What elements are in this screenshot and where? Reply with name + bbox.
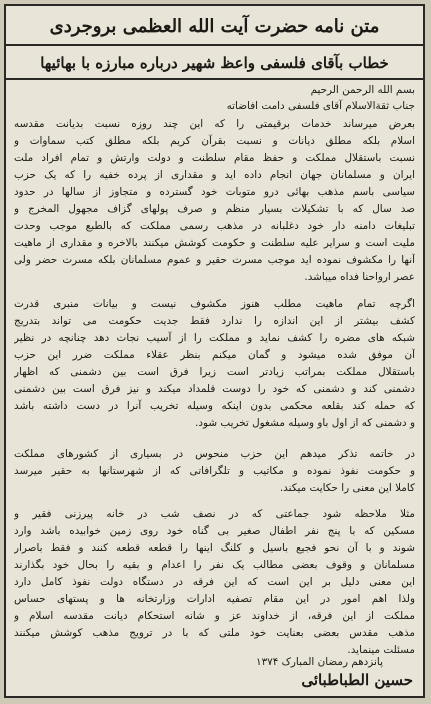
body-line: کاملا این معنی را حکایت میکند. [279, 482, 415, 494]
body-line: کشف بیشتر از این اندازه را ندارد فقط جدیت حکومت می تواند بتدریج [14, 315, 415, 327]
body-line: نسبت باستقلال مملکت و حفظ مقام سلطنت و دولت وارتش و تمام افراد ملت [14, 152, 415, 164]
body-line: مسئلت مینماید. [347, 644, 415, 656]
body-line: مسلمانان و وقوف بعضی مطالب یک نفر را اعدام و بقیه را بحال خود بگذارند [14, 559, 415, 571]
body-line: آنها را مکشوف نموده اید موجب مسرت حقیر و عموم مسلمانان بلکه مسرت حضر ولی [14, 254, 415, 266]
body-line: شبکه های مضره را کشف نماید و مملکت را از آسیب نجات دهد چنانچه در نظیر [14, 332, 415, 344]
letter-clipping [4, 4, 425, 698]
body-line: و دشمنی که از اول باو وسیله مشغول تخریب شود. [195, 417, 415, 429]
body-line: اگرچه تمام ماهیت مطلب هنوز مکشوف نیست و بیانات منبری قدرت [14, 298, 415, 310]
body-line: ایران و مسلمانان جهان انجام داده اید و مقداری از پرده خفیه را که یک حزب [14, 169, 415, 181]
basmala-line: بسم الله الرحمن الرحیم [310, 84, 415, 96]
body-line: دشمنی کند و دشمنی که خود را دوست قلمداد میکند و نیز فرق است بین دشمنی [14, 383, 415, 395]
body-line: مسکین که با پنج نفر اطفال صغیر بی گناه خود روی زمین خوابیده باشد وارد [14, 525, 415, 537]
body-line: مذهب مقدس بعضی بعنایت خود ملتی که با در ترویج مذهب کوشش میکنند [14, 627, 415, 639]
body-line: و حکومت نفوذ نموده و مکاتیب و تلگرافاتی که از شهرستانها به حقیر میرسد [14, 465, 415, 477]
body-line: ملیت است و سرایر علیه سلطنت و حکومت کوشش میکنند بالاخره و مقداری از ماهیت [14, 237, 415, 249]
body-line: مثلا ملاحظه شود جماعتی که در نصف شب در خانه پیرزنی فقیر و [14, 508, 415, 520]
signature: حسین الطباطبائی [301, 671, 413, 689]
body-line: صد سال که با تشکیلات بسیار منظم و صرف پولهای گزاف مجهول المخرج و [14, 203, 415, 215]
body-line: در خاتمه تذکر میدهم این حزب منحوس در بسیاری از کشورهای مملکت [14, 448, 415, 460]
body-line: تبلیغات دامنه دار خود دغلبانه در مذهب رسمی مملکت که بالطبع موجب وحدت [14, 220, 415, 232]
body-line: آن موفق شده میشود و گمان میکنم بنظر عقلاء مملکت ضرر این حزب [14, 349, 415, 361]
body-line: این معنی دلیل بر این است که این فرقه در دستگاه دولت نفوذ کامل دارد [14, 576, 415, 588]
letter-subtitle: خطاب بآقای فلسفی واعظ شهیر درباره مبارزه با بهائیها [40, 54, 389, 72]
letter-title: متن نامه حضرت آیت الله العظمی بروجردی [49, 16, 380, 37]
date-line: پانزدهم رمضان المبارک ۱۳۷۴ [255, 656, 383, 668]
body-line: سیاسی باسم مذهب بهائی درو متوبات خود گسترده و متجاوز از سالها در حدود [14, 186, 415, 198]
salutation-line: جناب ثقةالاسلام آقای فلسفی دامت افاضاته [226, 100, 415, 112]
body-line: که حمله کند بقلعه محکمی بدون اینکه وسیله تخریب آنرا در دست داشته باشد [14, 400, 415, 412]
body-line: باستقلال مملکت بمراتب زیادتر است زیرا فرق است بین دشمنی که اظهار [14, 366, 415, 378]
body-line: اسلام بلکه مطلق دیانات و نسبت بقرآن کریم بلکه مطلق کتب سماوات و [14, 135, 415, 147]
body-line: بعرض میرساند خدمات برقیمتی را که این چند روزه نسبت بدیانت مقدسه [14, 118, 415, 130]
body-line: شوند و با آن نحو فجیع باسیل و کلنگ اینها را قطعه قطعه کنند و فقط باصرار [14, 542, 415, 554]
body-line: مملکت از این فرقه، از خداوند عز و شانه استحکام دیانت مقدسه اسلام و [14, 610, 415, 622]
title-divider [6, 44, 423, 46]
body-line: ولذا اهم امور در این مقام تصفیه ادارات وزارتخانه ها و پستهای حساس [14, 593, 415, 605]
subtitle-divider [6, 78, 423, 80]
body-line: عصر ارواحنا فداه میباشد. [304, 271, 415, 283]
